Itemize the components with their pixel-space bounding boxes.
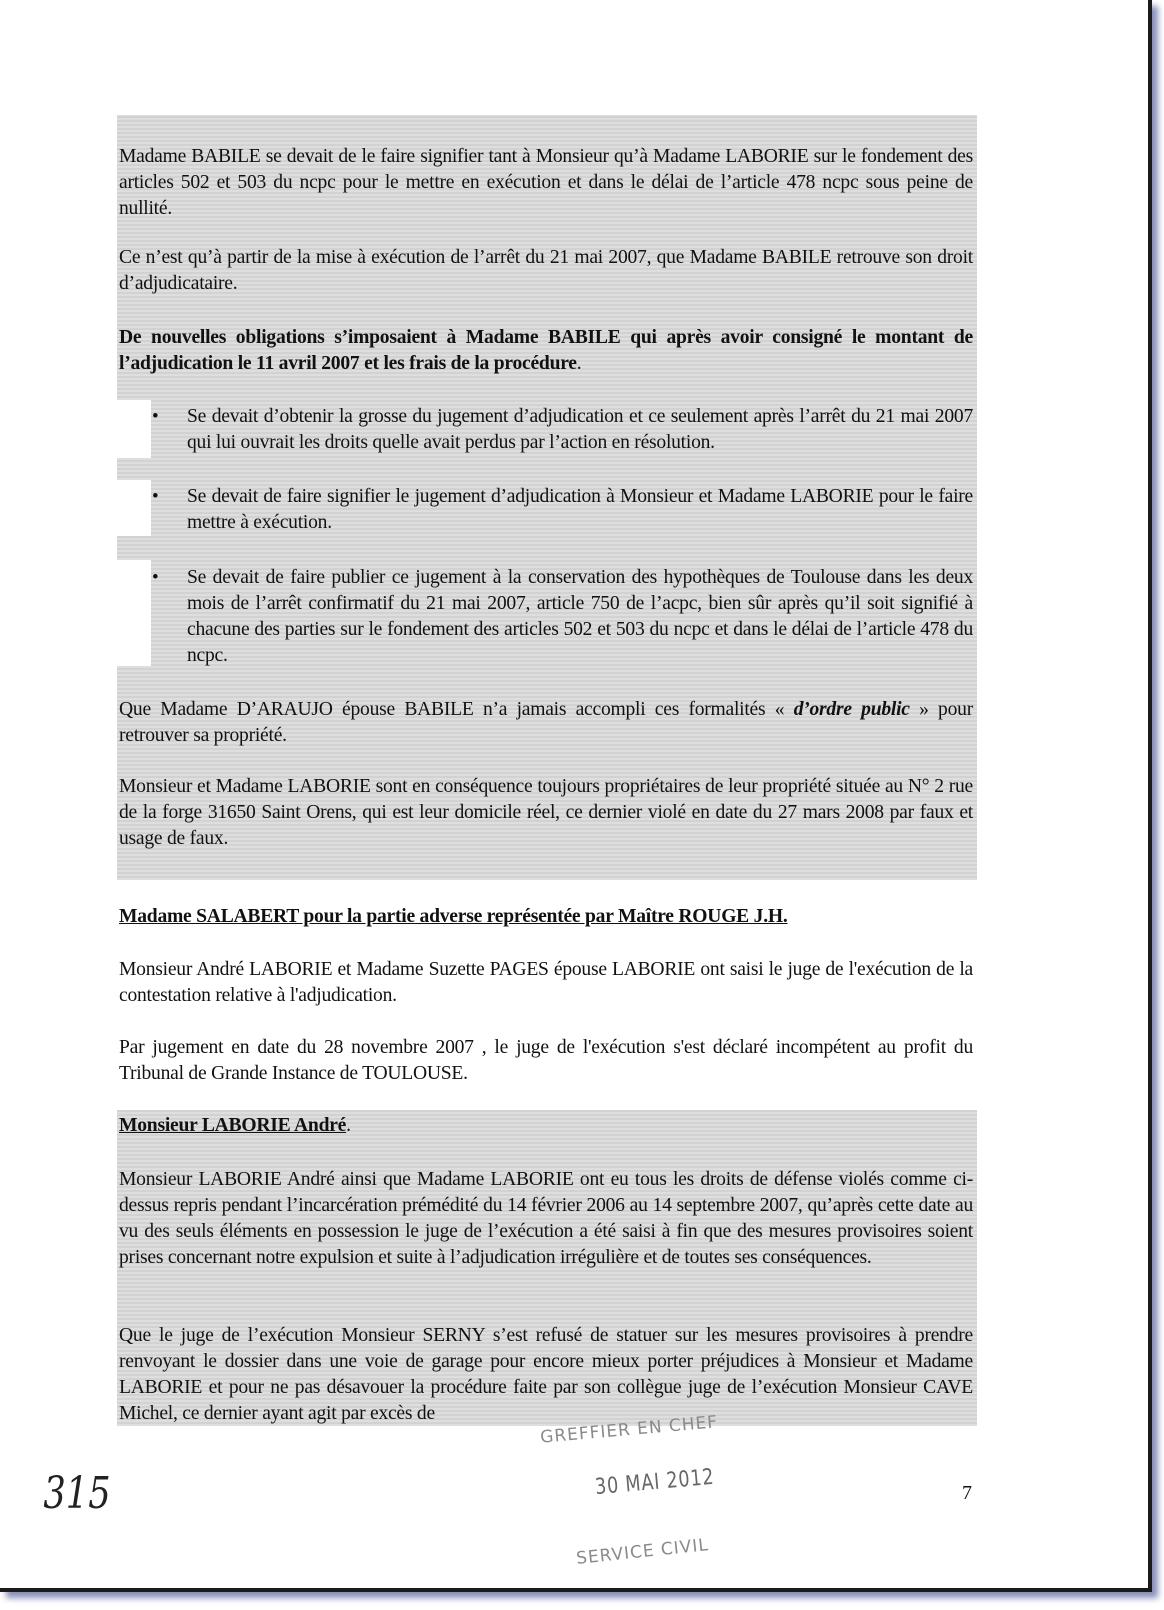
stamp-greffier: GREFFIER EN CHEF xyxy=(539,1412,719,1448)
paragraph: Monsieur et Madame LABORIE sont en conséquence toujours propriétaires de leur propriété située au N° 2 rue de la forge 31650 Saint Orens, qui est leur domicile réel, ce dernier violé en date du 27 mars 2008 par faux et usage de faux. xyxy=(119,776,973,849)
bullet-item: Se devait d’obtenir la grosse du jugement d’adjudication et ce seulement après l’arrêt du 21 mai 2007 qui lui ouvrait les droits quelle avait perdus par l’action en résolution. xyxy=(187,406,973,453)
bullet-icon: • xyxy=(152,567,159,588)
paragraph: Monsieur LABORIE André ainsi que Madame LABORIE ont eu tous les droits de défense violés comme ci-dessus repris pendant l’incarcération prémédité du 14 février 2006 au 14 septembre 2007, qu’après cette date au vu des seuls éléments en possession le juge de l’exécution a été saisi à fin que des mesures provisoires soient prises concernant notre expulsion et suite à l’adjudication irrégulière et de toutes ses conséquences. xyxy=(119,1169,973,1268)
bullet-icon: • xyxy=(152,486,159,507)
margin-gap xyxy=(117,480,151,536)
page-number: 7 xyxy=(962,1482,972,1504)
paragraph xyxy=(119,697,973,749)
paragraph: Madame BABILE se devait de le faire signifier tant à Monsieur qu’à Madame LABORIE sur le fondement des articles 502 et 503 du ncpc pour le mettre en exécution et dans le délai de l’article 478 ncpc sous peine de nullité. xyxy=(119,146,973,219)
heading-text: Monsieur LABORIE André xyxy=(119,1115,347,1136)
bullet-item: Se devait de faire signifier le jugement d’adjudication à Monsieur et Madame LABORIE pour le faire mettre à exécution. xyxy=(187,486,973,533)
section-heading xyxy=(119,1113,973,1139)
handwritten-number: 315 xyxy=(43,1468,111,1519)
paragraph: Par jugement en date du 28 novembre 2007 , le juge de l'exécution s'est déclaré incompétent au profit du Tribunal de Grande Instance de TOULOUSE. xyxy=(119,1037,973,1084)
text: Que Madame D’ARAUJO épouse BABILE n’a jamais accompli ces formalités « xyxy=(119,699,785,720)
paragraph: Monsieur André LABORIE et Madame Suzette PAGES épouse LABORIE ont saisi le juge de l'exécution de la contestation relative à l'adjudication. xyxy=(119,959,973,1006)
paragraph: Que le juge de l’exécution Monsieur SERNY s’est refusé de statuer sur les mesures provisoires à prendre renvoyant le dossier dans une voie de garage pour encore mieux porter préjudices à Monsieur et Madame LABORIE et pour ne pas désavouer la procédure faite par son collègue juge de l’exécution Monsieur CAVE Michel, ce dernier ayant agit par excès de xyxy=(119,1325,973,1424)
bold-text: De nouvelles obligations s’imposaient à Madame BABILE qui après avoir consigné le montant de l’adjudication le 11 avril 2007 et les frais de la procédure xyxy=(119,327,973,374)
paragraph: Ce n’est qu’à partir de la mise à exécution de l’arrêt du 21 mai 2007, que Madame BABILE retrouve son droit d’adjudicataire. xyxy=(119,247,973,294)
bullet-item: Se devait de faire publier ce jugement à la conservation des hypothèques de Toulouse dans les deux mois de l’arrêt confirmatif du 21 mai 2007, article 750 de l’acpc, bien sûr après qu’il soit signifié à chacune des parties sur le fondement des articles 502 et 503 du ncpc et dans le délai de l’article 478 du ncpc. xyxy=(187,567,973,666)
period: . xyxy=(576,353,582,374)
stamp-date: 30 MAI 2012 xyxy=(594,1464,716,1501)
bullet-icon: • xyxy=(152,406,159,427)
text: » pour retrouver sa propriété. xyxy=(119,699,973,746)
emphasis: d’ordre public xyxy=(793,699,910,720)
section-heading: Madame SALABERT pour la partie adverse représentée par Maître ROUGE J.H. xyxy=(119,906,788,927)
period: . xyxy=(346,1115,351,1136)
margin-gap xyxy=(117,400,151,458)
paragraph-bold xyxy=(119,325,973,377)
stamp-service: SERVICE CIVIL xyxy=(575,1535,710,1569)
margin-gap xyxy=(117,560,151,666)
